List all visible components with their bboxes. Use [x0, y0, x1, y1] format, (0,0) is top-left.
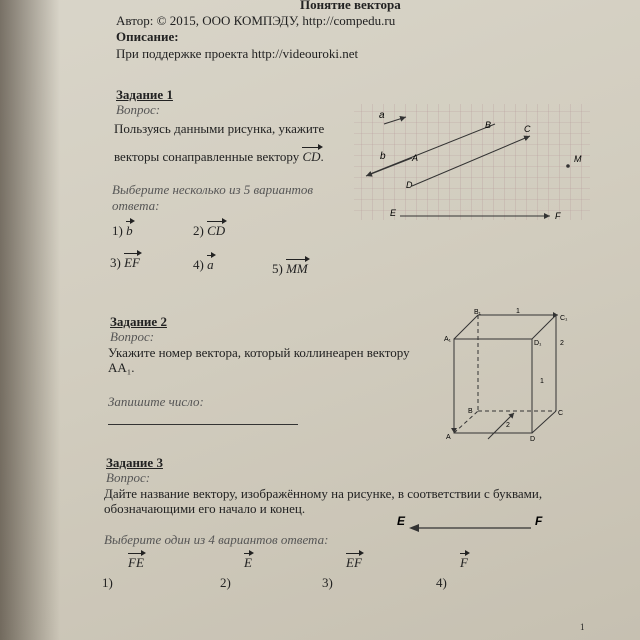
label-E: E — [397, 514, 406, 528]
label-C: C — [558, 410, 564, 417]
label-b: b — [380, 151, 386, 162]
option-vector: EF — [346, 555, 362, 570]
label-A: A — [446, 434, 451, 441]
task1-option-4[interactable] — [193, 257, 214, 273]
label-num2-bottom: 2 — [506, 422, 510, 429]
option-vector: E — [244, 555, 252, 570]
label-C: C — [524, 124, 531, 134]
task1-question-label: Вопрос: — [116, 102, 161, 117]
task3-option-2[interactable] — [220, 555, 280, 591]
task3-vector-figure — [395, 510, 555, 540]
option-number: 3) — [322, 575, 333, 590]
task2-question-line1: Укажите номер вектора, который коллинеарен вектору — [108, 345, 410, 360]
task3-question-label: Вопрос: — [106, 470, 151, 485]
task1-question-line2: векторы сонаправленные вектору CD. — [114, 149, 324, 164]
option-vector: CD — [207, 223, 226, 238]
label-D1: D₁ — [534, 340, 542, 347]
label-A1: A₁ — [444, 336, 452, 343]
cube-edge — [532, 411, 556, 433]
task2-question-label: Вопрос: — [110, 329, 155, 344]
task1-option-1[interactable] — [112, 223, 133, 239]
task2-answer-field[interactable] — [108, 424, 298, 425]
task1-choose-line2: ответа: — [112, 198, 160, 213]
option-number: 4) — [436, 575, 447, 590]
task1-question-vector: CD — [302, 149, 321, 164]
task1-choose-line1: Выберите несколько из 5 вариантов — [112, 182, 314, 197]
task1-vector-grid-figure — [350, 100, 600, 230]
option-vector: EF — [124, 255, 140, 270]
arrowhead-icon — [409, 524, 419, 532]
label-D: D — [406, 180, 413, 190]
label-B: B — [485, 120, 492, 130]
label-F: F — [555, 211, 561, 221]
task1-question-text: векторы сонаправленные вектору — [114, 149, 300, 164]
label-num2-side: 2 — [560, 340, 564, 347]
task3-choose: Выберите один из 4 вариантов ответа: — [104, 532, 329, 547]
label-a: a — [379, 110, 385, 121]
option-number: 2) — [193, 223, 204, 238]
option-number: 2) — [220, 575, 231, 590]
task1-question-line1: Пользуясь данными рисунка, укажите — [114, 121, 325, 136]
label-num1-side: 1 — [540, 378, 544, 385]
option-vector: a — [207, 257, 214, 272]
task3-option-1[interactable] — [102, 555, 182, 591]
option-number: 1) — [112, 223, 123, 238]
option-vector: F — [460, 555, 468, 570]
task2-question-line2: AA₁. — [108, 360, 135, 375]
task3-option-3[interactable] — [322, 555, 392, 591]
label-F: F — [535, 514, 543, 528]
document-title: Понятие вектора — [300, 0, 401, 12]
option-number: 3) — [110, 255, 121, 270]
page-number: 1 — [580, 622, 585, 632]
task3-title: Задание 3 — [106, 455, 163, 470]
author-line: Автор: © 2015, ООО КОМПЭДУ, http://compedu.ru — [116, 13, 396, 28]
task2-answer-prompt: Запишите число: — [108, 394, 204, 409]
option-vector: b — [126, 223, 133, 238]
label-B: B — [468, 408, 473, 415]
cube-hidden-edge — [454, 411, 478, 433]
cube-front-face — [454, 339, 532, 433]
task1-title: Задание 1 — [116, 87, 173, 102]
option-number: 5) — [272, 261, 283, 276]
point-M — [566, 164, 570, 168]
task1-option-2[interactable] — [193, 223, 225, 239]
option-number: 4) — [193, 257, 204, 272]
cube-edge — [454, 315, 478, 339]
option-number: 1) — [102, 575, 113, 590]
option-vector: MM — [286, 261, 308, 276]
label-E: E — [390, 208, 397, 218]
grid-background — [354, 104, 590, 220]
label-C1: C₁ — [560, 315, 568, 322]
task2-title: Задание 2 — [110, 314, 167, 329]
label-B1: B₁ — [474, 309, 482, 316]
label-num1-top: 1 — [516, 308, 520, 315]
label-M: M — [574, 154, 582, 164]
label-A: A — [412, 153, 419, 163]
task1-option-3[interactable] — [110, 255, 140, 271]
task3-option-4[interactable] — [436, 555, 496, 591]
option-vector: FE — [128, 555, 144, 570]
cube-edge — [532, 315, 556, 339]
task3-question-line2: обозначающими его начало и конец. — [104, 501, 306, 516]
page-shadow — [0, 0, 60, 640]
description-text: При поддержке проекта http://videouroki.net — [116, 46, 359, 61]
vector-2-bottom — [488, 413, 514, 439]
task1-option-5[interactable] — [272, 261, 308, 277]
task2-cube-figure — [440, 305, 580, 445]
description-label: Описание: — [116, 29, 179, 44]
label-D: D — [530, 436, 536, 443]
task3-question-line1: Дайте название вектору, изображённому на рисунке, в соответствии с буквами, — [104, 486, 543, 501]
